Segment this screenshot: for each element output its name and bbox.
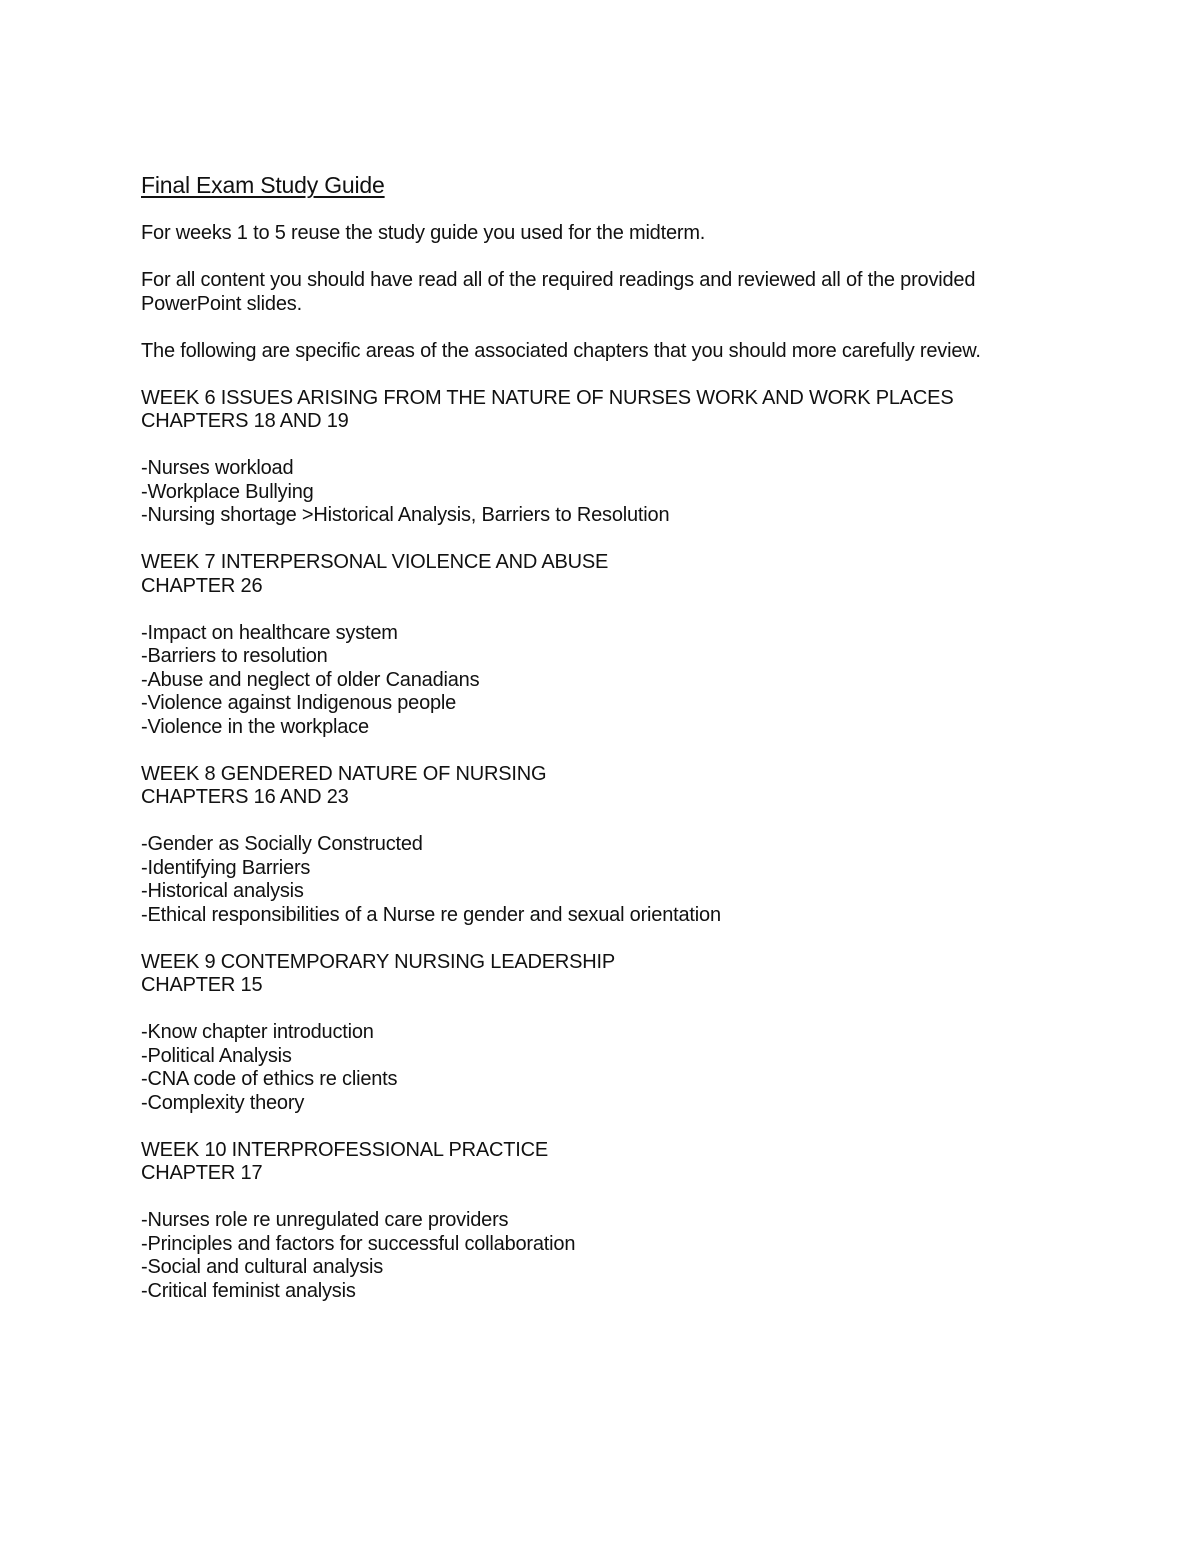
intro-paragraph: For weeks 1 to 5 reuse the study guide you used for the midterm. <box>141 222 706 244</box>
section-chapters: CHAPTER 26 <box>141 574 263 597</box>
list-item: -Barriers to resolution <box>141 645 328 667</box>
section-title: WEEK 7 INTERPERSONAL VIOLENCE AND ABUSE <box>141 551 609 573</box>
list-item: -Social and cultural analysis <box>141 1256 384 1278</box>
section-week-7-items <box>141 622 1041 740</box>
section-week-7-heading <box>141 551 1041 598</box>
section-week-9-items <box>141 1021 1041 1115</box>
list-item: -Gender as Socially Constructed <box>141 833 423 855</box>
section-week-9-heading <box>141 951 1041 998</box>
section-chapters: CHAPTER 17 <box>141 1162 263 1184</box>
section-title: WEEK 9 CONTEMPORARY NURSING LEADERSHIP <box>141 950 615 973</box>
list-item: -Ethical responsibilities of a Nurse re gender and sexual orientation <box>141 903 721 926</box>
section-week-10-items <box>141 1209 1041 1303</box>
section-title: WEEK 6 ISSUES ARISING FROM THE NATURE OF NURSES WORK AND WORK PLACES <box>141 386 954 409</box>
section-chapters: CHAPTERS 16 AND 23 <box>141 786 349 808</box>
document-body <box>141 170 1041 1327</box>
section-week-10-heading <box>141 1139 1041 1186</box>
section-week-6-items <box>141 457 1041 528</box>
section-chapters: CHAPTER 15 <box>141 974 263 996</box>
section-week-6-heading <box>141 387 1041 434</box>
section-title: WEEK 10 INTERPROFESSIONAL PRACTICE <box>141 1138 548 1161</box>
document-title: Final Exam Study Guide <box>141 172 385 198</box>
section-week-8-heading <box>141 763 1041 810</box>
list-item: -Identifying Barriers <box>141 856 311 879</box>
list-item: -Principles and factors for successful collaboration <box>141 1232 576 1255</box>
section-title: WEEK 8 GENDERED NATURE OF NURSING <box>141 762 547 785</box>
list-item: -Nursing shortage >Historical Analysis, Barriers to Resolution <box>141 504 670 526</box>
list-item: -Abuse and neglect of older Canadians <box>141 668 480 691</box>
list-item: -Violence in the workplace <box>141 715 369 738</box>
section-chapters: CHAPTERS 18 AND 19 <box>141 410 349 432</box>
list-item: -Political Analysis <box>141 1044 292 1067</box>
intro-paragraph: The following are specific areas of the associated chapters that you should more carefully review. <box>141 339 981 362</box>
list-item: -Complexity theory <box>141 1091 305 1114</box>
list-item: -Nurses workload <box>141 457 294 479</box>
section-week-8-items <box>141 833 1041 927</box>
intro-paragraph: For all content you should have read all of the required readings and reviewed all of the provided PowerPoint slides. <box>141 269 976 315</box>
list-item: -Workplace Bullying <box>141 480 314 503</box>
list-item: -Impact on healthcare system <box>141 621 398 644</box>
list-item: -Violence against Indigenous people <box>141 692 457 714</box>
list-item: -Nurses role re unregulated care providers <box>141 1209 509 1231</box>
list-item: -Historical analysis <box>141 880 304 902</box>
list-item: -Critical feminist analysis <box>141 1279 356 1302</box>
list-item: -CNA code of ethics re clients <box>141 1068 398 1090</box>
list-item: -Know chapter introduction <box>141 1021 374 1043</box>
